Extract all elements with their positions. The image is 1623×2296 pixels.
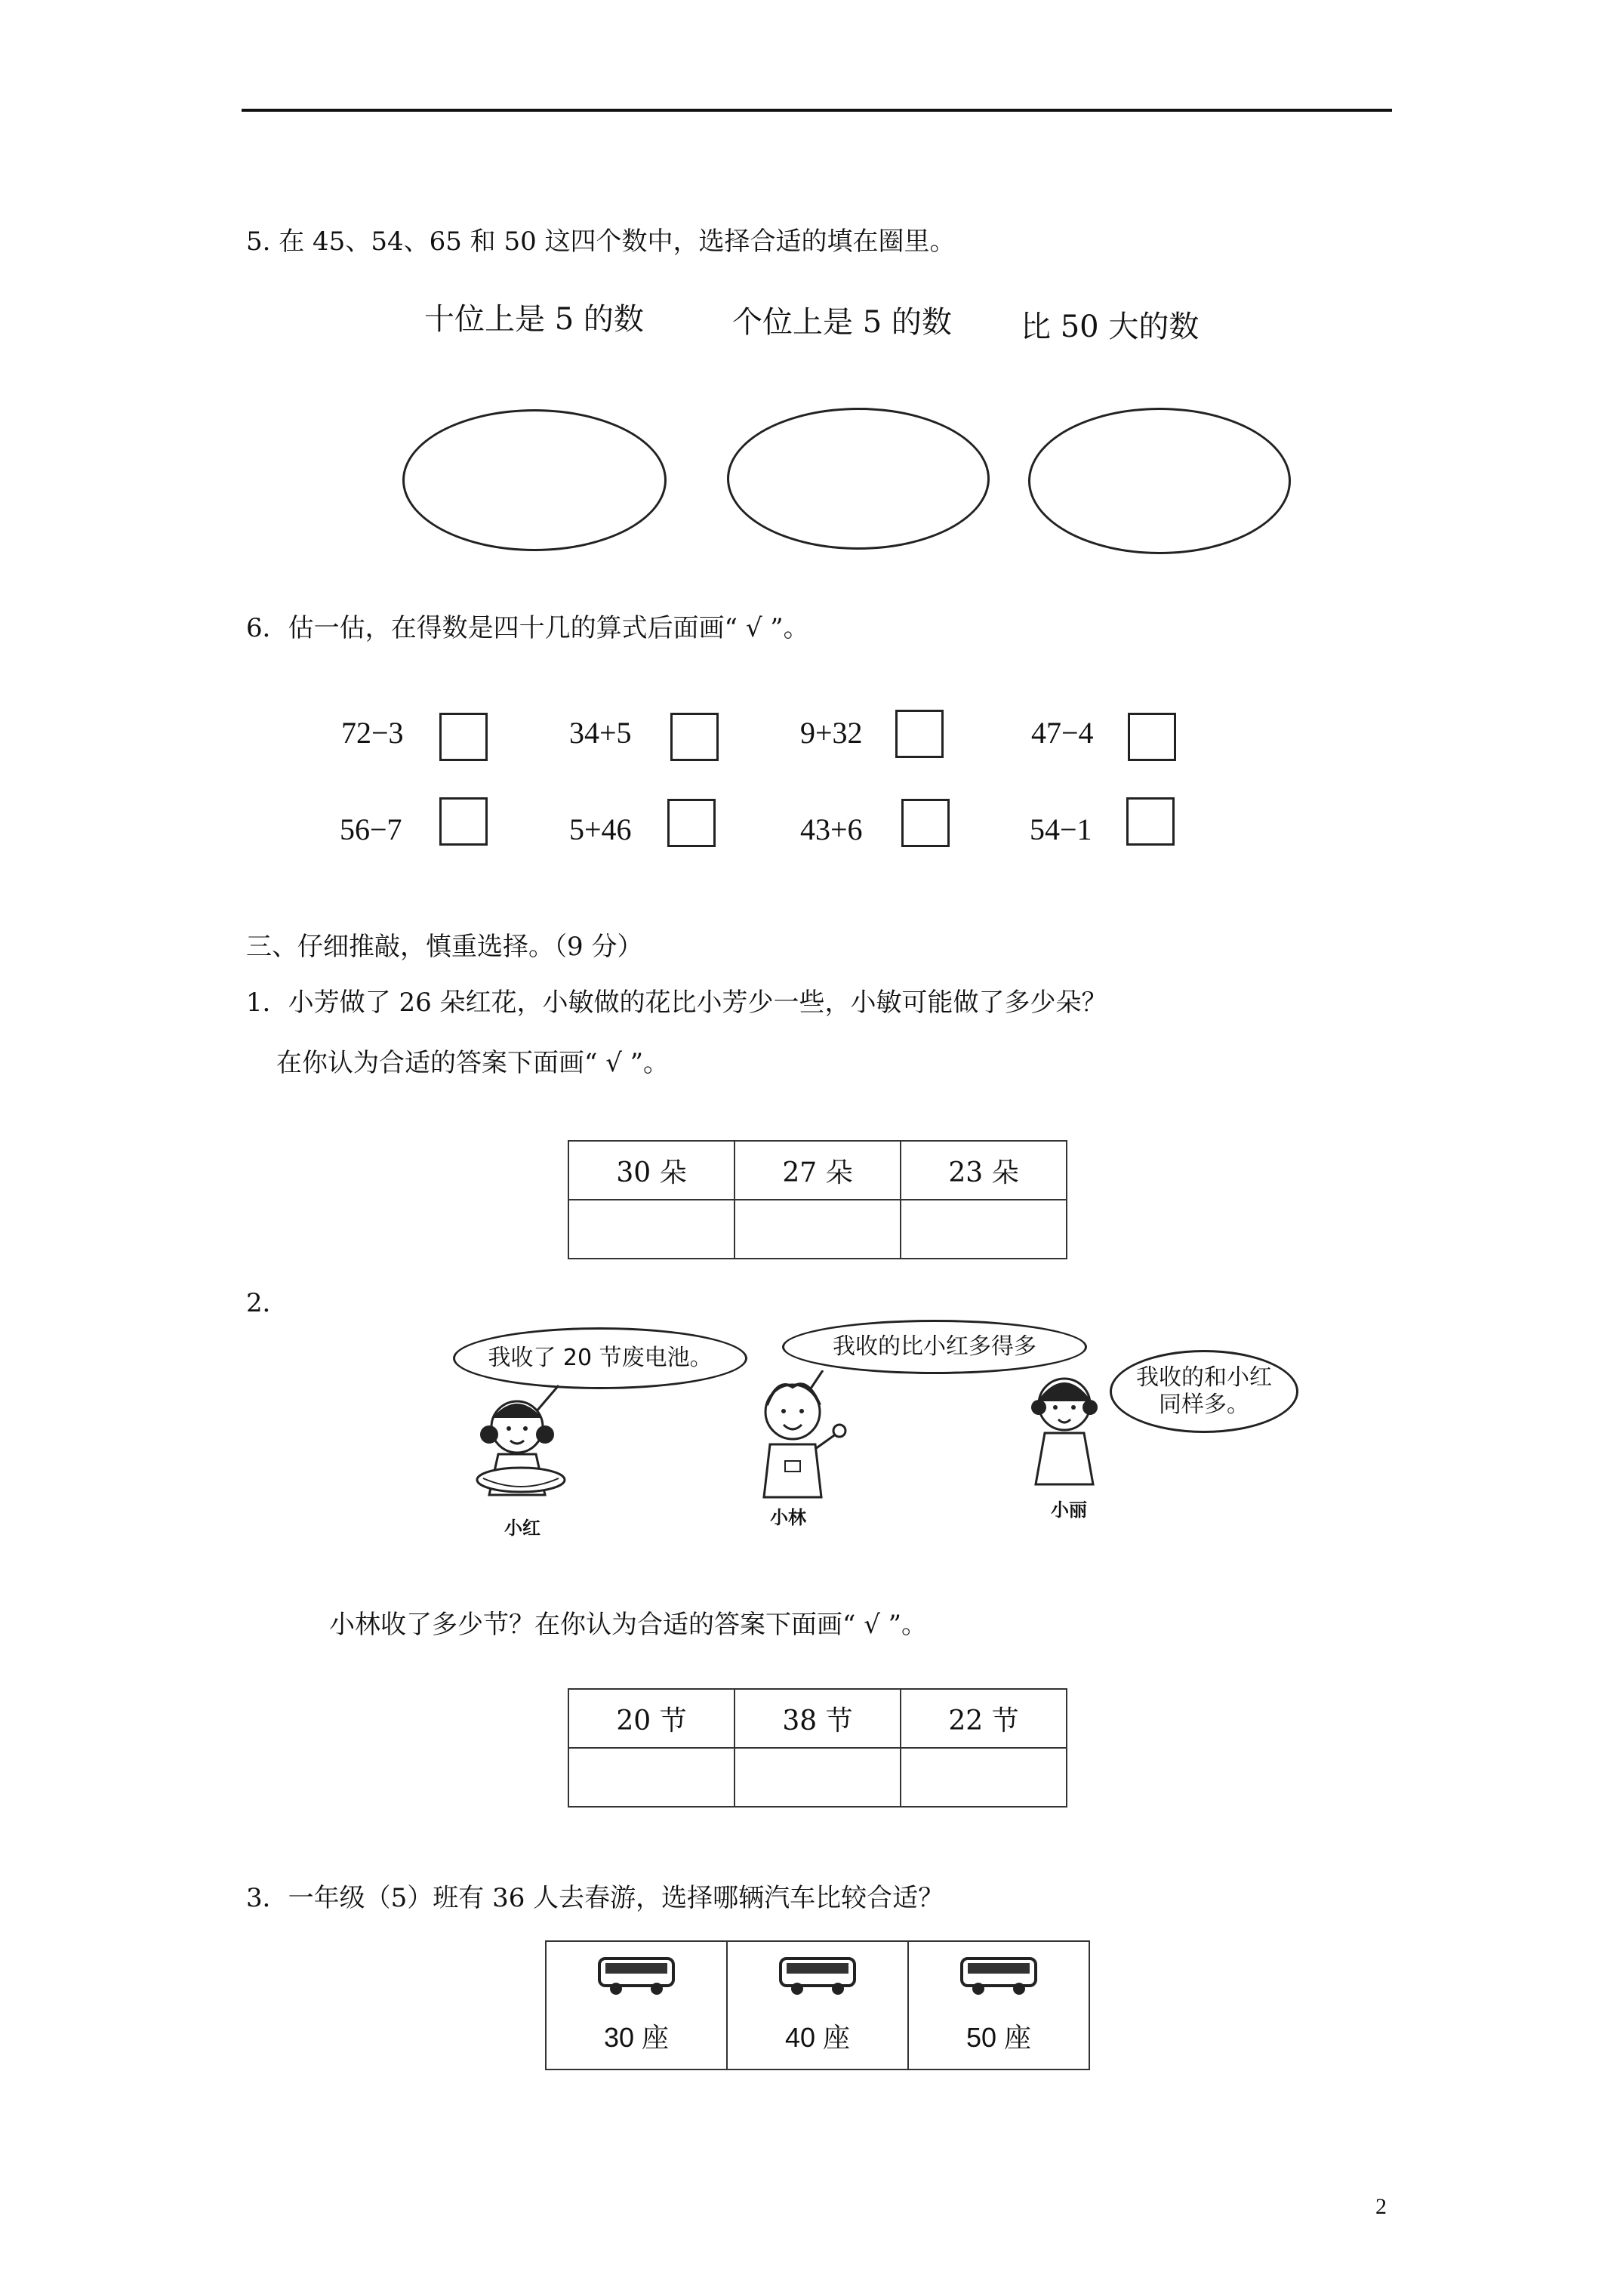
expression: 9+32: [800, 716, 863, 750]
expression: 72−3: [341, 716, 404, 750]
expression: 34+5: [569, 716, 632, 750]
answer-table-batteries: [568, 1688, 1067, 1808]
kid-xiaohong-illustration: [445, 1382, 611, 1518]
option-cell: 23 朵: [901, 1141, 1067, 1200]
kid-name-xiaohong: 小红: [504, 1518, 540, 1539]
check-box[interactable]: [1128, 713, 1176, 761]
answer-table-flowers: [568, 1140, 1067, 1259]
question-3-3-text: 3．一年级（5）班有 36 人去春游，选择哪辆汽车比较合适？: [246, 1883, 944, 1913]
check-box[interactable]: [670, 713, 719, 761]
expression: 43+6: [800, 812, 863, 846]
bus-option-cell[interactable]: [727, 1941, 908, 2069]
bus-seat-label: 40 座: [784, 2022, 851, 2053]
kid-name-xiaolin: 小林: [770, 1507, 806, 1528]
bus-seat-label: 30 座: [603, 2022, 670, 2053]
option-cell: 38 节: [735, 1689, 901, 1748]
expression: 56−7: [340, 812, 402, 846]
page-number: 2: [1375, 2194, 1387, 2219]
bus-option-cell[interactable]: [908, 1941, 1089, 2069]
kid-xiaoli-illustration: [1004, 1359, 1125, 1502]
check-box[interactable]: [895, 710, 944, 758]
question-3-2-text: 小林收了多少节？在你认为合适的答案下面画“ √ ”。: [329, 1610, 928, 1640]
option-cell: 27 朵: [735, 1141, 901, 1200]
expression: 5+46: [569, 812, 632, 846]
question-3-2-number: 2．: [246, 1288, 288, 1318]
bus-seat-label: 50 座: [965, 2022, 1032, 2053]
expression: 54−1: [1030, 812, 1092, 846]
bus-icon: [776, 1952, 859, 1998]
bus-icon: [957, 1952, 1040, 1998]
speech-bubble-xiaohong: 我收了 20 节废电池。: [453, 1327, 747, 1389]
answer-cell[interactable]: [568, 1200, 735, 1259]
option-cell: 20 节: [568, 1689, 735, 1748]
speech-bubble-xiaoli: 我收的和小红同样多。: [1110, 1350, 1298, 1433]
check-box[interactable]: [901, 799, 950, 847]
label-ones-5: 个位上是 5 的数: [732, 305, 952, 340]
section-3-title: 三、仔细推敲，慎重选择。（9 分）: [246, 932, 643, 962]
question-5-text: 5. 在 45、54、65 和 50 这四个数中，选择合适的填在圈里。: [246, 227, 956, 257]
option-cell: 30 朵: [568, 1141, 735, 1200]
bus-icon: [595, 1952, 678, 1998]
check-box[interactable]: [667, 799, 716, 847]
expression: 47−4: [1031, 716, 1094, 750]
option-cell: 22 节: [901, 1689, 1067, 1748]
header-rule: [242, 109, 1392, 112]
question-3-1-line1: 1．小芳做了 26 朵红花，小敏做的花比小芳少一些，小敏可能做了多少朵？: [246, 988, 1107, 1018]
answer-oval-tens[interactable]: [402, 409, 667, 551]
question-6-text: 6．估一估，在得数是四十几的算式后面画“ √ ”。: [246, 613, 809, 643]
kid-name-xiaoli: 小丽: [1051, 1499, 1087, 1521]
check-box[interactable]: [439, 797, 488, 846]
bus-choice-table: [545, 1940, 1090, 2070]
speech-bubble-xiaolin: 我收的比小红多得多: [782, 1320, 1087, 1374]
answer-oval-greater[interactable]: [1028, 408, 1291, 554]
answer-cell[interactable]: [901, 1748, 1067, 1807]
answer-cell[interactable]: [568, 1748, 735, 1807]
answer-oval-ones[interactable]: [727, 408, 990, 550]
answer-cell[interactable]: [735, 1200, 901, 1259]
label-tens-5: 十位上是 5 的数: [424, 302, 644, 337]
label-greater-50: 比 50 大的数: [1021, 310, 1200, 344]
answer-cell[interactable]: [735, 1748, 901, 1807]
kid-xiaolin-illustration: [740, 1370, 876, 1514]
answer-cell[interactable]: [901, 1200, 1067, 1259]
question-3-1-line2: 在你认为合适的答案下面画“ √ ”。: [276, 1048, 670, 1078]
check-box[interactable]: [439, 713, 488, 761]
bus-option-cell[interactable]: [546, 1941, 727, 2069]
check-box[interactable]: [1126, 797, 1175, 846]
